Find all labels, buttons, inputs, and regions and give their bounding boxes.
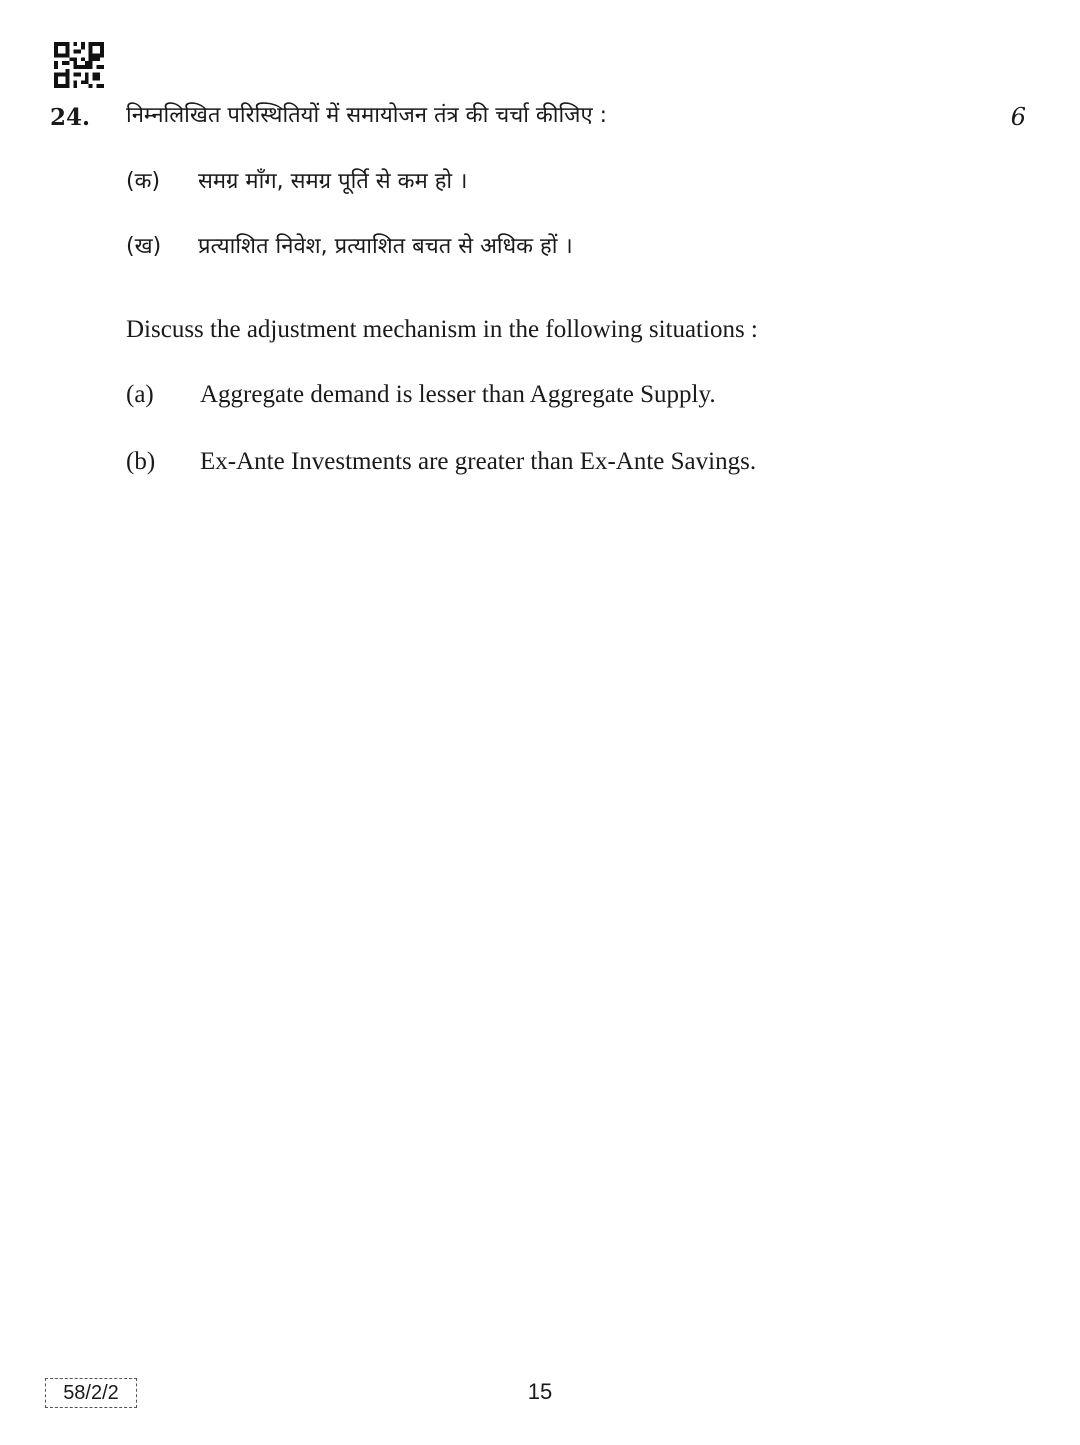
option-text: समग्र माँग, समग्र पूर्ति से कम हो । xyxy=(198,169,468,194)
option-text: Ex-Ante Investments are greater than Ex-Ante Savings. xyxy=(200,448,757,475)
question-marks: 6 xyxy=(1010,103,1026,131)
paper-code: 58/2/2 xyxy=(45,1378,137,1408)
option-label: (b) xyxy=(126,448,156,475)
option-text: प्रत्याशित निवेश, प्रत्याशित बचत से अधिक हों । xyxy=(198,234,573,259)
option-text: Aggregate demand is lesser than Aggregate Supply. xyxy=(200,381,716,408)
qr-code-icon xyxy=(53,42,105,88)
hindi-option-b xyxy=(126,232,573,262)
option-label: (a) xyxy=(126,381,154,408)
question-prompt-english: Discuss the adjustment mechanism in the following situations : xyxy=(126,316,758,343)
option-label: (क) xyxy=(126,169,161,194)
question-number: 24. xyxy=(50,104,91,131)
page-number: 15 xyxy=(527,1379,553,1404)
option-label: (ख) xyxy=(126,234,162,259)
question-prompt-hindi: निम्नलिखित परिस्थितियों में समायोजन तंत्र की चर्चा कीजिए : xyxy=(126,103,608,128)
english-option-a xyxy=(126,380,716,410)
english-option-b xyxy=(126,447,756,477)
hindi-option-a xyxy=(126,167,467,197)
